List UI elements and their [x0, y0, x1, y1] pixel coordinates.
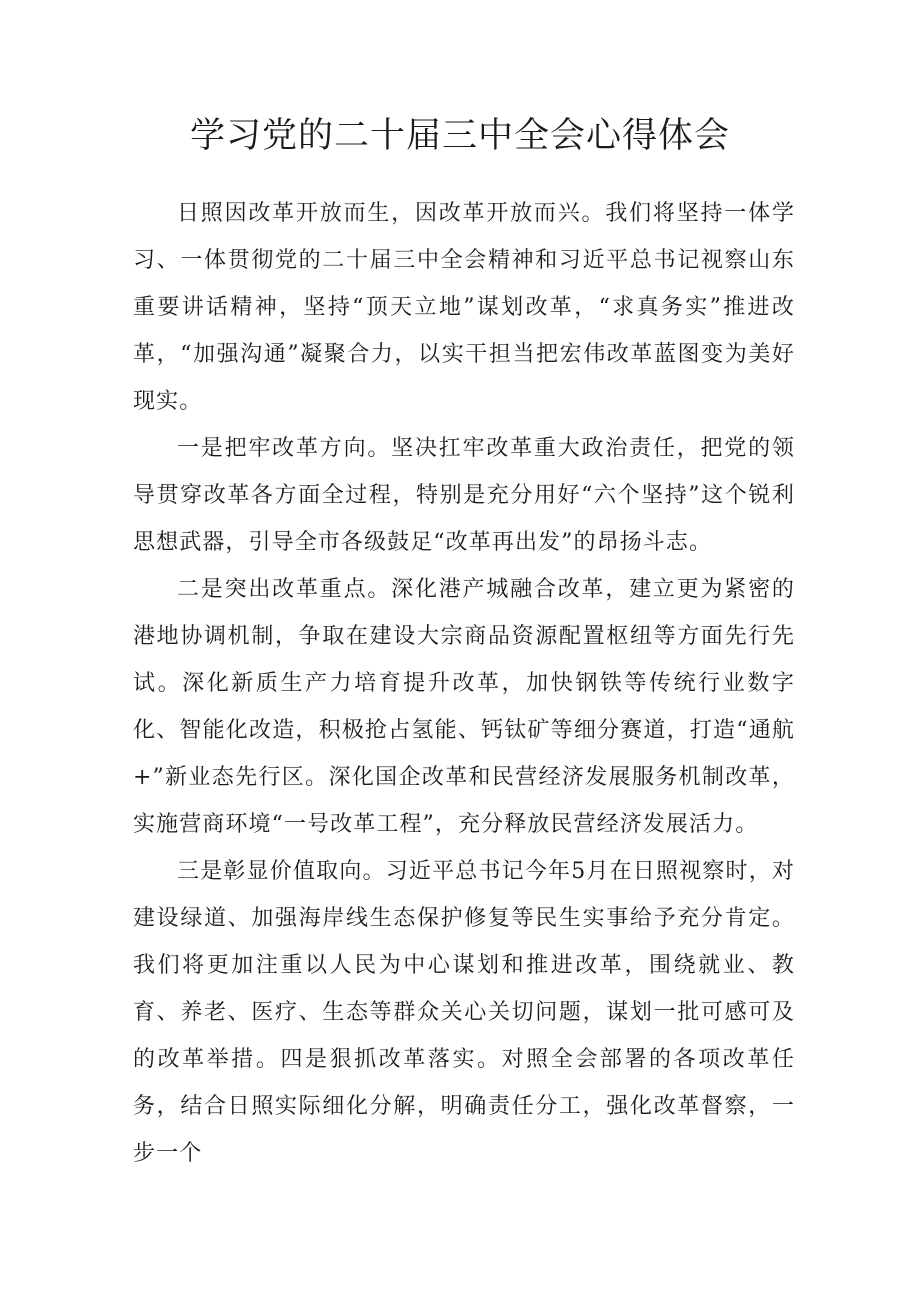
paragraph-focus: 二是突出改革重点。深化港产城融合改革，建立更为紧密的港地协调机制，争取在建设大宗商品资源配置枢纽等方面先行先试。深化新质生产力培育提升改革，加快钢铁等传统行业数字化、智能化改造，积极抢占氢能、钙钛矿等细分赛道，打造“通航+”新业态先行区。深化国企改革和民营经济发展服务机制改革，实施营商环境“一号改革工程”，充分释放民营经济发展活力。: [133, 577, 795, 837]
paragraph-direction: 一是把牢改革方向。坚决扛牢改革重大政治责任，把党的领导贯穿改革各方面全过程，特别是充分用好“六个坚持”这个锐利思想武器，引导全市各级鼓足“改革再出发”的昂扬斗志。: [133, 436, 795, 555]
paragraph-intro: 日照因改革开放而生，因改革开放而兴。我们将坚持一体学习、一体贯彻党的二十届三中全会精神和习近平总书记视察山东重要讲话精神，坚持“顶天立地”谋划改革，“求真务实”推进改革，“加强沟通”凝聚合力，以实干担当把宏伟改革蓝图变为美好现实。: [133, 201, 795, 414]
paragraph-values: 三是彰显价值取向。习近平总书记今年5月在日照视察时，对建设绿道、加强海岸线生态保护修复等民生实事给予充分肯定。我们将更加注重以人民为中心谋划和推进改革，围绕就业、教育、养老、医疗、生态等群众关心关切问题，谋划一批可感可及的改革举措。四是狠抓改革落实。对照全会部署的各项改革任务，结合日照实际细化分解，明确责任分工，强化改革督察，一步一个: [133, 859, 795, 1166]
document-title: 学习党的二十届三中全会心得体会: [189, 116, 730, 156]
document-body: [133, 190, 795, 1177]
